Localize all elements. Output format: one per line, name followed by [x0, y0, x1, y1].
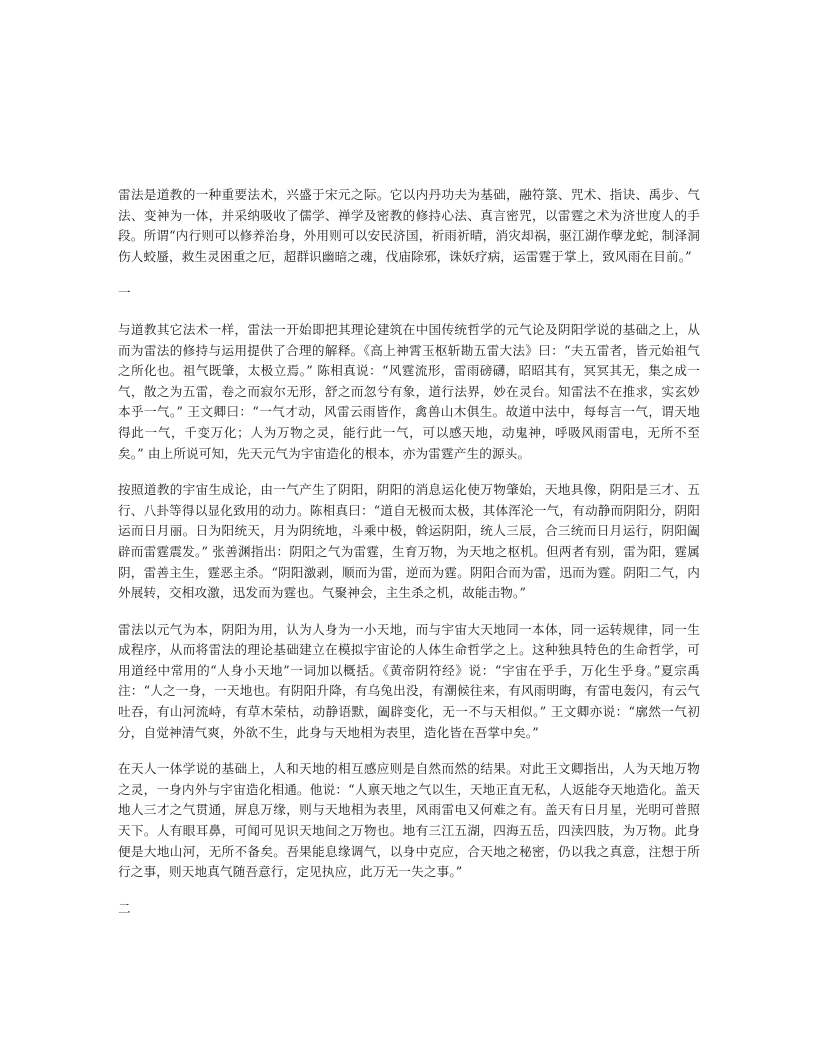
paragraph-yuanqi-theory: 与道教其它法术一样，雷法一开始即把其理论建筑在中国传统哲学的元气论及阴阳学说的基础之上，从而为雷法的修持与运用提供了合理的解释。《高上神霄玉枢斩勘五雷大法》曰：“夫五雷者，皆元始祖气之所化也。祖气既肇，太极立焉。” 陈相真说：“风霆流形，雷雨磅礴，昭昭其有，冥冥其无，集之成一气，散之为五雷，卷之而寂尔无形，舒之而忽兮有象，道行法界，妙在灵台。知雷法不在推求，实玄妙本乎一气。” 王文卿曰：“一气才动，风雷云雨皆作，禽兽山木俱生。故道中法中，每每言一气，谓天地得此一气，千变万化；人为万物之灵，能行此一气，可以感天地，动鬼神，呼吸风雨雷电，无所不至矣。” 由上所说可知，先天元气为宇宙造化的根本，亦为雷霆产生的源头。	[118, 321, 700, 461]
section-number-one: 一	[118, 285, 131, 301]
paragraph-intro: 雷法是道教的一种重要法术，兴盛于宋元之际。它以内丹功夫为基础，融符箓、咒术、指诀、禹步、气法、变神为一体，并采纳吸收了儒学、禅学及密教的修持心法、真言密咒，以雷霆之术为济世度人的手段。所谓“内行则可以修养治身，外用则可以安民济国，祈雨祈晴，消灾却祸，驱江湖作孽龙蛇，制泽洞伤人蛟蜃，救生灵困重之厄，超群识幽暗之魂，伐庙除邪，诛妖疗病，运雷霆于掌上，致风雨在目前。”	[118, 187, 700, 264]
document-text-body	[118, 185, 700, 919]
paragraph-yinyang-cosmology: 按照道教的宇宙生成论，由一气产生了阴阳，阴阳的消息运化使万物肇始，天地具像，阴阳是三才、五行、八卦等得以显化致用的动力。陈相真曰：“道自无极而太极，其体浑沦一气，有动静而阴阳分，阴阳运而日月丽。日为阳统天，月为阴统地，斗乘中极，斡运阴阳，统人三辰，合三统而日月运行，阴阳阖辟而雷霆震发。” 张善渊指出：阴阳之气为雷霆，生育万物，为天地之枢机。但两者有别，雷为阳，霆属阴，雷善主生，霆恶主杀。“阴阳激剥，顺而为雷，逆而为霆。阴阳合而为雷，迅而为霆。阴阳二气，内外展转，交相攻激，迅发而为霆也。气聚神会，主生杀之机，故能击物。”	[118, 482, 700, 601]
paragraph-human-microcosm: 雷法以元气为本，阴阳为用，认为人身为一小天地，而与宇宙大天地同一本体，同一运转规律，同一生成程序，从而将雷法的理论基础建立在模拟宇宙论的人体生命哲学之上。这种独具特色的生命哲学，可用道经中常用的“人身小天地”一词加以概括。《黄帝阴符经》说：“宇宙在乎手，万化生乎身。”夏宗禹注：“人之一身，一天地也。有阴阳升降，有乌兔出没，有潮候往来，有风雨明晦，有雷电轰闪，有云气吐吞，有山河流峙，有草木荣枯，动静语默，阖辟变化，无一不与天相似。” 王文卿亦说：“廓然一气初分，自觉神清气爽，外欲不生，此身与天地相为表里，造化皆在吾掌中矣。”	[118, 621, 700, 740]
paragraph-heaven-human-unity: 在天人一体学说的基础上，人和天地的相互感应则是自然而然的结果。对此王文卿指出，人为天地万物之灵，一身内外与宇宙造化相通。他说：“人禀天地之气以生，天地正直无私，人返能夺天地造化。盖天地人三才之气贯通，屏息万缘，则与天地相为表里，风雨雷电又何难之有。盖天有日月星，光明可普照天下。人有眼耳鼻，可闻可见识天地间之万物也。地有三江五湖，四海五岳，四渎四肢，为万物。此身便是大地山河，无所不备矣。吾果能息缘调气，以身中克应，合天地之秘密，仍以我之真意，注想于所行之事，则天地真气随吾意行，定见执应，此万无一失之事。”	[118, 761, 700, 880]
section-number-two: 二	[118, 900, 131, 916]
